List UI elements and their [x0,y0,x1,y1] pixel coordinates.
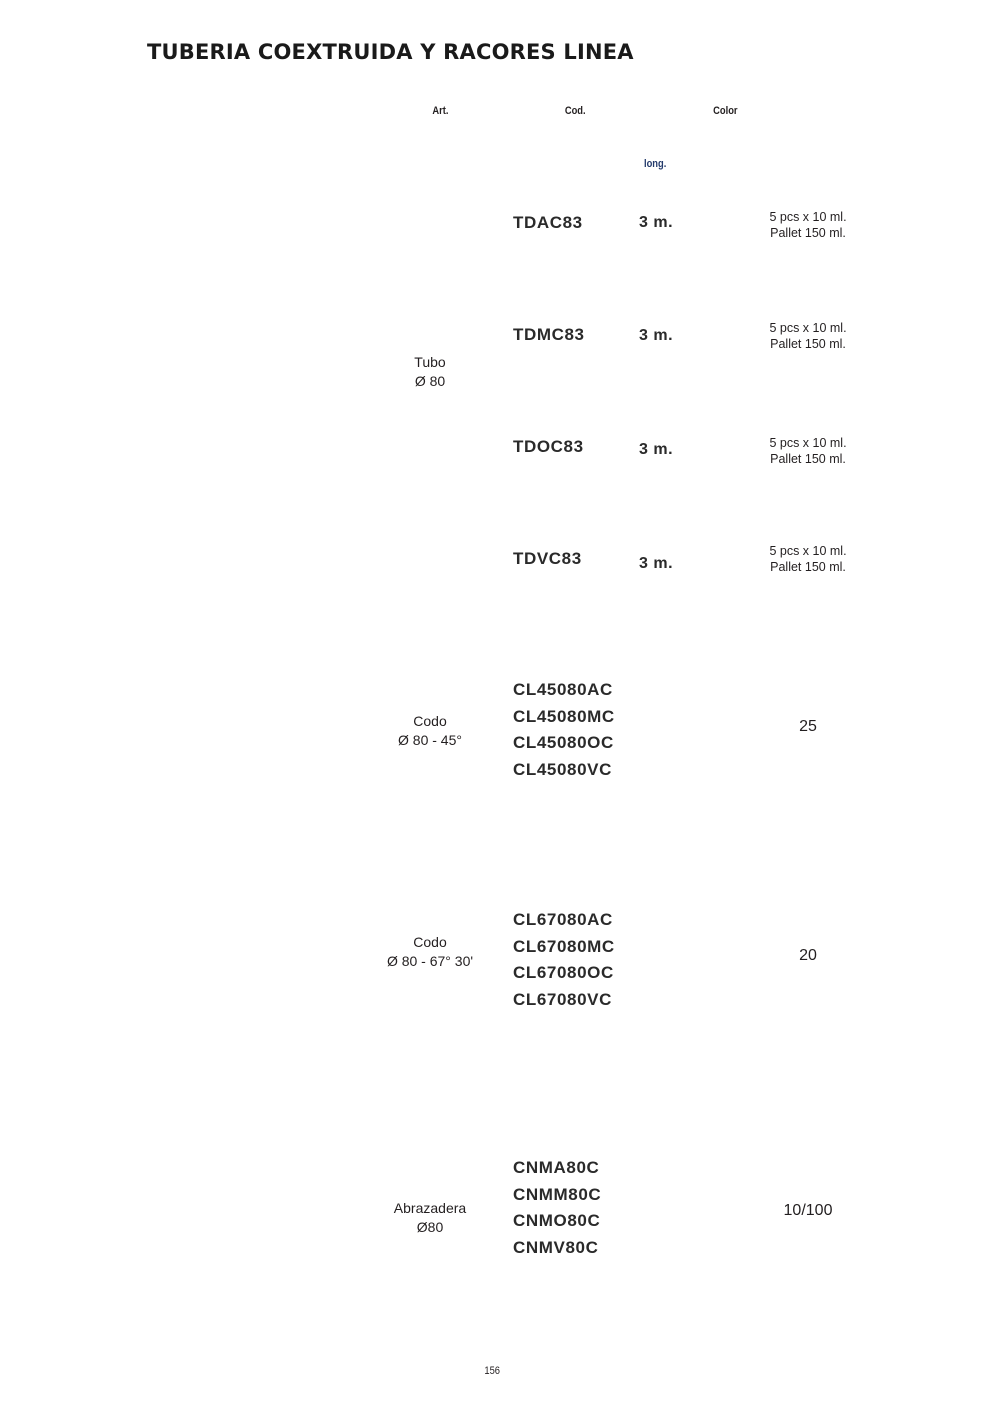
abrazadera-packaging: 10/100 [783,1202,833,1219]
packaging-line: 5 pcs x 10 ml. [769,321,847,335]
packaging-line: 5 pcs x 10 ml. [769,210,847,224]
tubo-packaging [753,436,863,467]
header-cod: Cod. [564,105,586,117]
article-abrazadera [360,1199,500,1237]
article-name: Codo [413,934,447,950]
page-title: TUBERIA COEXTRUIDA Y RACORES LINEA [147,40,634,64]
product-code: CL67080OC [513,963,614,982]
article-codo-67 [360,933,500,971]
product-code: CL67080AC [513,910,613,929]
article-size: Ø 80 - 45° [398,732,462,748]
product-code: CL67080VC [513,989,612,1009]
packaging-line: Pallet 150 ml. [770,559,846,574]
codo-67-packaging: 20 [799,947,817,964]
article-size: Ø 80 [414,373,446,389]
packaging-line: 5 pcs x 10 ml. [769,436,847,450]
article-codo-45 [360,712,500,750]
tubo-packaging [753,544,863,575]
packaging-line: 5 pcs x 10 ml. [769,544,847,558]
page-number: 156 [484,1365,500,1377]
codo-67-codes [513,907,615,1013]
article-size: Ø80 [416,1219,444,1235]
tubo-length: 3 m. [639,214,674,231]
abrazadera-codes [513,1155,601,1261]
article-name: Abrazadera [393,1200,467,1216]
article-name: Codo [413,713,447,729]
header-color: Color [713,105,738,117]
tubo-length: 3 m. [639,441,674,458]
article-tubo [360,353,500,391]
codo-45-packaging: 25 [799,718,817,735]
tubo-code: TDAC83 [513,213,583,232]
codo-45-codes [513,677,615,783]
product-code: CL67080MC [513,936,615,956]
product-code: CNMV80C [513,1237,599,1257]
product-code: CL45080AC [513,680,613,699]
article-name: Tubo [414,354,446,370]
article-size: Ø 80 - 67° 30' [386,953,474,969]
packaging-line: Pallet 150 ml. [770,336,846,351]
packaging-line: Pallet 150 ml. [770,451,846,466]
tubo-code: TDOC83 [513,437,584,456]
tubo-length: 3 m. [639,555,674,572]
tubo-code: TDMC83 [513,325,585,344]
packaging-line: Pallet 150 ml. [770,225,846,240]
tubo-packaging [753,210,863,241]
tubo-code: TDVC83 [513,549,582,568]
product-code: CNMA80C [513,1158,600,1177]
header-art: Art. [432,105,449,117]
product-code: CL45080OC [513,733,614,752]
product-code: CNMM80C [513,1184,602,1204]
product-code: CL45080VC [513,759,612,779]
product-code: CL45080MC [513,706,615,726]
tubo-packaging [753,321,863,352]
tubo-length: 3 m. [639,327,674,344]
header-long: long. [643,158,667,170]
product-code: CNMO80C [513,1211,601,1230]
